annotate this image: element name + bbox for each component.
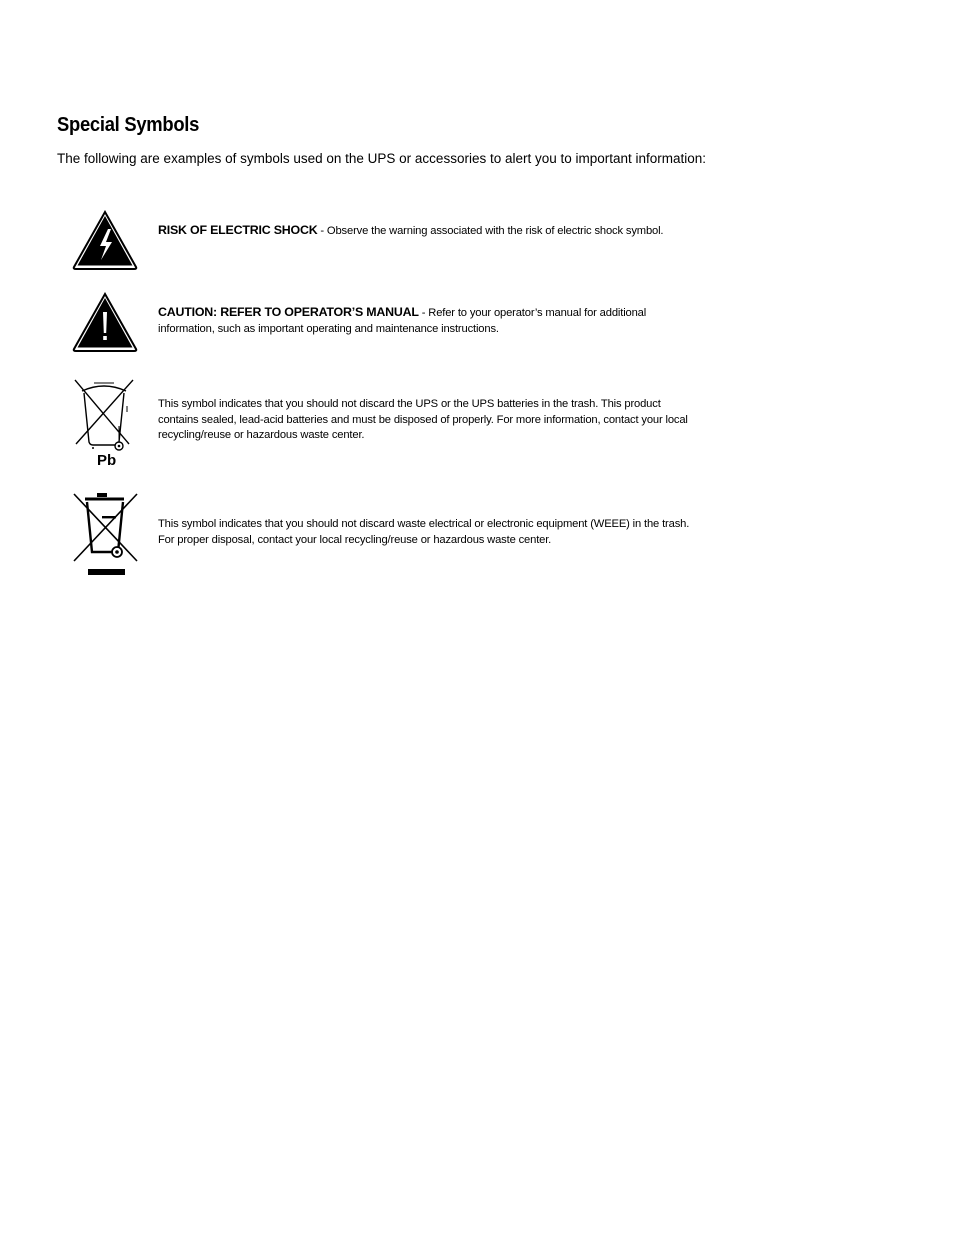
symbol-description	[158, 305, 698, 337]
symbol-body: This symbol indicates that you should not discard waste electrical or electronic equipment (WEEE) in the trash. For proper disposal, contact your local recycling/reuse or hazardous waste center.	[158, 518, 690, 546]
symbol-title: RISK OF ELECTRIC SHOCK	[158, 223, 318, 237]
page-title: Special Symbols	[57, 114, 200, 136]
symbol-body: - Refer to your operator’s manual for additional information, such as important operating and maintenance instructions.	[158, 307, 647, 335]
symbol-description	[158, 517, 698, 548]
symbol-description	[158, 223, 698, 240]
weee-crossed-bin-icon	[72, 490, 140, 578]
symbol-title: CAUTION: REFER TO OPERATOR’S MANUAL	[158, 305, 419, 319]
crossed-bin-pb-icon	[72, 376, 136, 470]
pb-label: Pb	[97, 452, 117, 469]
symbol-body: - Observe the warning associated with the risk of electric shock symbol.	[317, 225, 664, 237]
intro-paragraph: The following are examples of symbols used on the UPS or accessories to alert you to important information:	[57, 151, 707, 166]
symbol-description	[158, 397, 698, 444]
symbol-body: This symbol indicates that you should not discard the UPS or the UPS batteries in the trash. This product contains sealed, lead-acid batteries and must be disposed of properly. For more information, contact your local recycling/reuse or hazardous waste center.	[158, 398, 688, 441]
electric-shock-warning-icon	[72, 210, 138, 270]
caution-exclamation-icon	[72, 292, 138, 352]
